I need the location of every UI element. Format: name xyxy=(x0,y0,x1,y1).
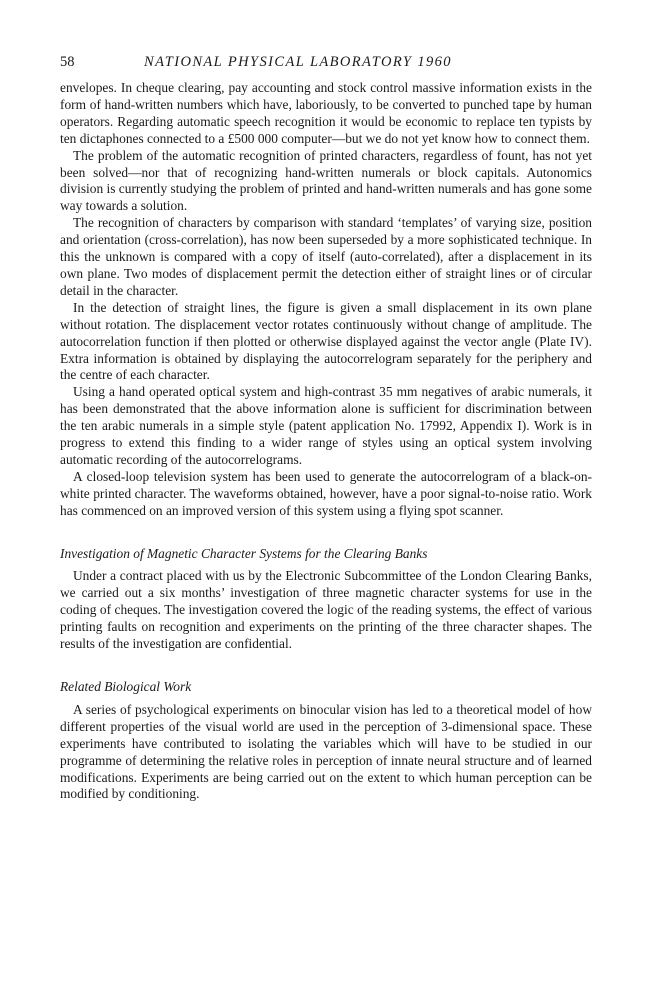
paragraph: A series of psychological experiments on binocular vision has led to a theoretical model of how different properties of the visual world are used in the perception of 3-dimensional space. These experiments have contributed to isolating the variables which will have to be studied in our programme of determining the relative roles in perception of innate neural structure and of learned modifications. Experiments are being carried out on the extent to which human perception can be modified by conditioning. xyxy=(60,701,592,802)
paragraph: The recognition of characters by comparison with standard ‘templates’ of varying size, position and orientation (cross-correlation), has now been superseded by a more sophisticated technique. In this the unknown is compared with a copy of itself (auto-correlated), after a displacement in its own plane. Two modes of displacement permit the detection either of straight lines or of circular detail in the character. xyxy=(60,215,592,298)
section-heading: Related Biological Work xyxy=(60,679,192,694)
section-heading: Investigation of Magnetic Character Systems for the Clearing Banks xyxy=(60,545,428,561)
page-number: 58 xyxy=(60,54,75,70)
paragraph: A closed-loop television system has been used to generate the autocorrelogram of a black-on-white printed character. The waveforms obtained, however, have a poor signal-to-noise ratio. Work has commenced on an improved version of this system using a flying spot scanner. xyxy=(60,468,592,518)
paragraph: The problem of the automatic recognition of printed characters, regardless of fount, has not yet been solved—nor that of recognizing hand-written numerals or block capitals. Autonomics division is currently studying the problem of printed and hand-written numerals and has gone some way towards a solution. xyxy=(60,147,592,214)
paragraph: In the detection of straight lines, the figure is given a small displacement in its own plane without rotation. The displacement vector rotates continuously without change of amplitude. The autocorrelation function if then plotted or otherwise displayed against the vector angle (Plate IV). Extra information is obtained by displaying the autocorrelogram separately for the periphery and the centre of each character. xyxy=(60,299,592,383)
journal-title: NATIONAL PHYSICAL LABORATORY 1960 xyxy=(144,54,452,70)
paragraph: Under a contract placed with us by the Electronic Subcommittee of the London Clearing Banks, we carried out a six months’ investigation of three magnetic character systems for use in the coding of cheques. The investigation covered the logic of the reading systems, the effect of various printing faults on recognition and experiments on the printing of the three character shapes. The results of the investigation are confidential. xyxy=(60,568,592,652)
section-magnetic-character-systems xyxy=(60,546,592,653)
running-header xyxy=(60,54,592,71)
paragraph: Using a hand operated optical system and high-contrast 35 mm negatives of arabic numerals, it has been demonstrated that the above information alone is sufficient for discrimination between the ten arabic numerals in a simple style (patent application No. 17992, Appendix I). Work is in progress to extend this finding to a wider range of styles using an optical system involving automatic recording of the autocorrelograms. xyxy=(60,384,592,467)
paragraph: envelopes. In cheque clearing, pay accounting and stock control massive information exists in the form of hand-written numbers which have, laboriously, to be converted to punched tape by human operators. Regarding automatic speech recognition it would be economic to replace ten typists by ten dictaphones connected to a £500 000 computer—but we do not yet know how to connect them. xyxy=(60,80,592,146)
section-related-biological-work xyxy=(60,679,592,803)
document-page xyxy=(60,54,592,803)
